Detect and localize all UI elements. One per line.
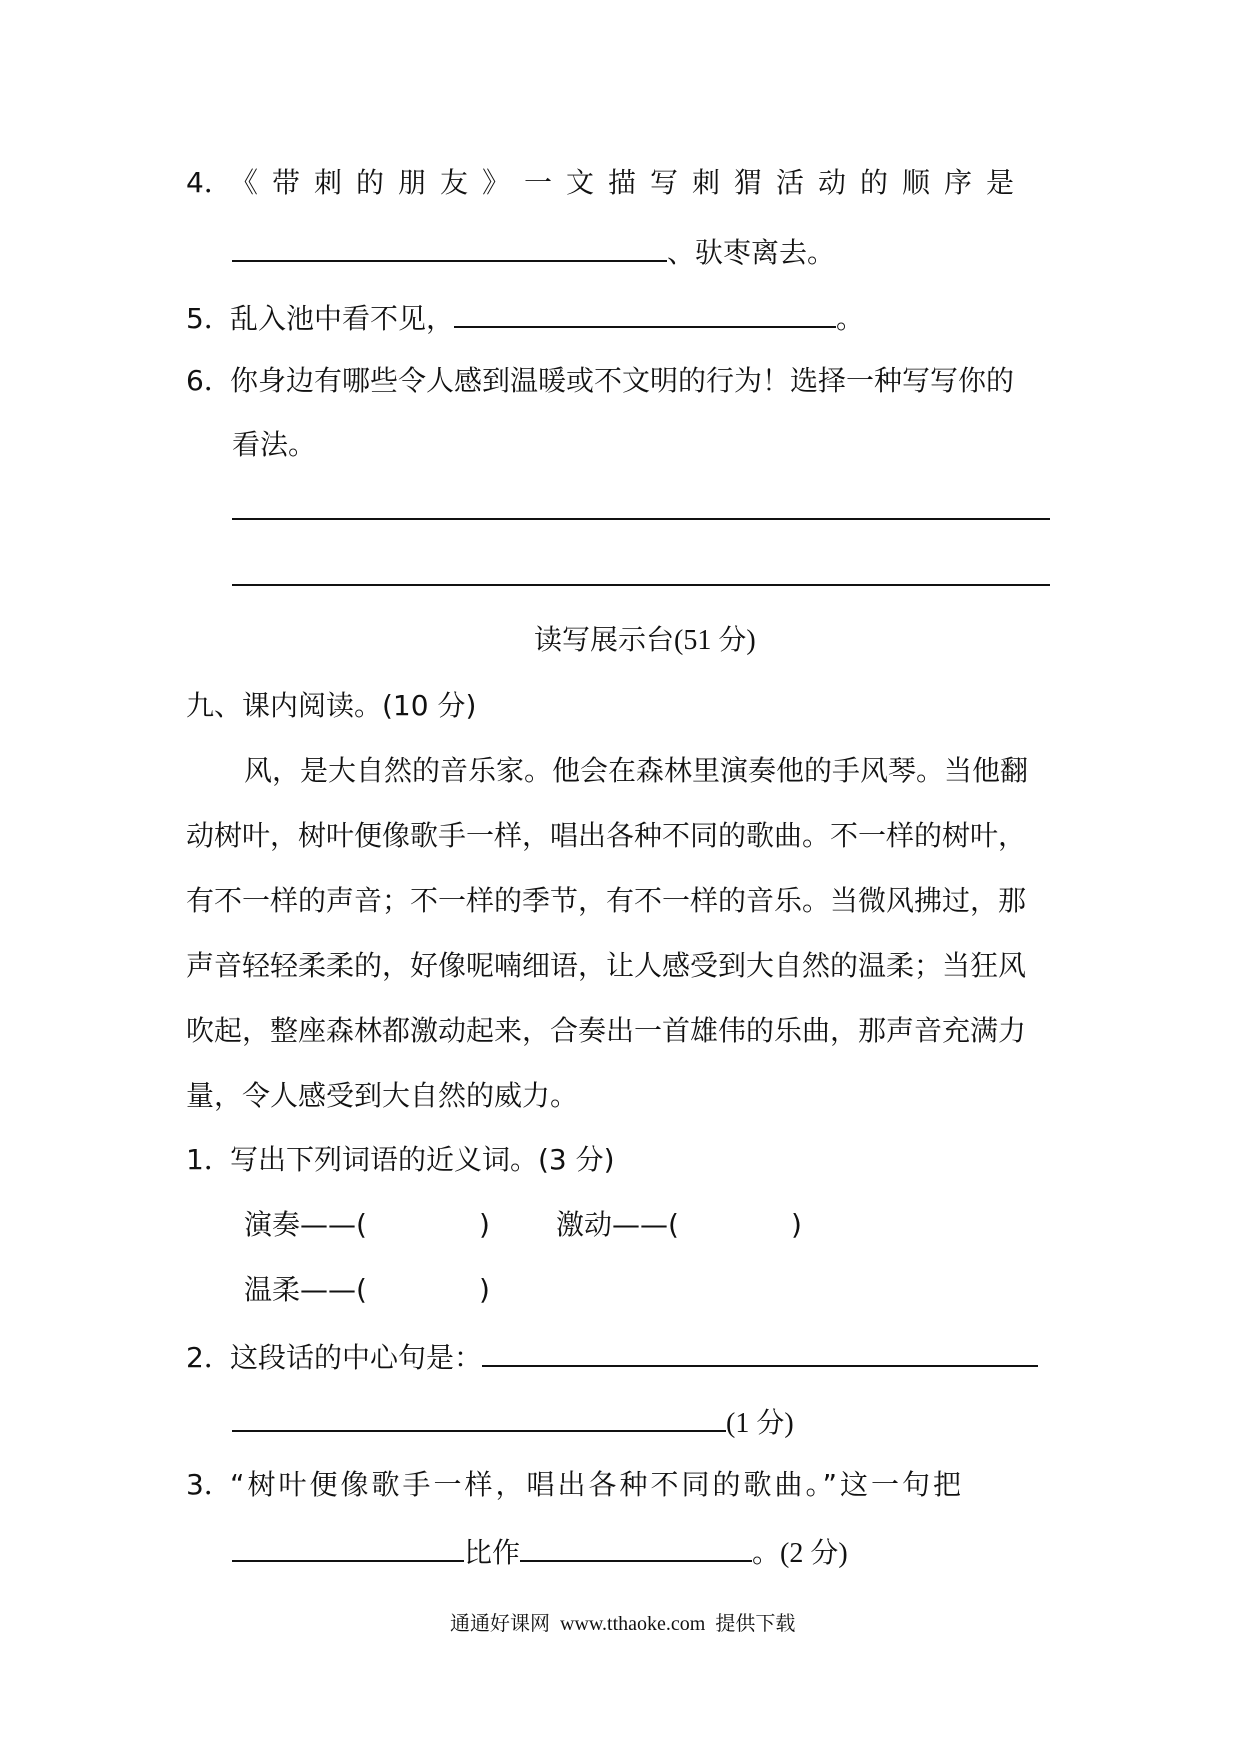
synonym-close: )	[790, 1208, 802, 1241]
question-number: 4．	[186, 166, 232, 199]
passage-line: 吹起，整座森林都激动起来，合奏出一首雄伟的乐曲，那声音充满力	[186, 1014, 1027, 1047]
question-6-continued	[232, 425, 316, 465]
synonym-item	[244, 1270, 490, 1310]
answer-blank[interactable]	[454, 296, 836, 328]
synonym-word: 激动——(	[556, 1208, 679, 1241]
question-tail: 。	[836, 302, 865, 335]
question-4-answer-line	[232, 230, 835, 273]
synonym-close: )	[478, 1273, 490, 1306]
question-mid: 比作	[464, 1536, 521, 1569]
synonym-close: )	[478, 1208, 490, 1241]
subquestion-2	[186, 1335, 1038, 1378]
question-text: 乱入池中看不见，	[230, 302, 455, 335]
question-text-continued: 看法。	[232, 428, 317, 461]
subquestion-2-continued	[232, 1400, 794, 1444]
subquestion-1	[186, 1140, 615, 1180]
question-5	[186, 296, 864, 339]
score-label: (1 分)	[726, 1408, 794, 1439]
section-title: 读写展示台(51 分)	[534, 625, 756, 656]
question-text: 写出下列词语的近义词。(3 分)	[230, 1143, 615, 1176]
answer-blank[interactable]	[520, 1530, 752, 1562]
score-label: 。(2 分)	[752, 1538, 848, 1569]
question-number: 3．	[186, 1468, 232, 1501]
passage-line: 动树叶，树叶便像歌手一样，唱出各种不同的歌曲。不一样的树叶，	[186, 819, 1027, 852]
answer-line-2[interactable]	[232, 584, 1050, 586]
synonym-word: 演奏——(	[244, 1208, 367, 1241]
answer-blank[interactable]	[232, 230, 667, 262]
synonym-item	[244, 1205, 490, 1245]
passage-line: 风，是大自然的音乐家。他会在森林里演奏他的手风琴。当他翻	[244, 754, 1029, 787]
answer-line-1[interactable]	[232, 518, 1050, 520]
passage-line: 量，令人感受到大自然的威力。	[186, 1079, 579, 1112]
answer-blank[interactable]	[482, 1335, 1038, 1367]
question-number: 6．	[186, 364, 232, 397]
question-tail: 、驮枣离去。	[667, 236, 836, 269]
question-number: 2．	[186, 1341, 232, 1374]
footer-text: 通通好课网 www.tthaoke.com 提供下载	[450, 1613, 796, 1635]
passage-line: 声音轻轻柔柔的，好像呢喃细语，让人感受到大自然的温柔；当狂风	[186, 949, 1027, 982]
answer-blank[interactable]	[232, 1530, 464, 1562]
synonym-item	[556, 1205, 802, 1245]
question-4	[186, 163, 1028, 203]
subquestion-3-continued	[232, 1530, 848, 1574]
question-6	[186, 361, 1014, 401]
question-number: 1．	[186, 1143, 232, 1176]
question-number: 5．	[186, 302, 232, 335]
question-text: 你身边有哪些令人感到温暖或不文明的行为！选择一种写写你的	[230, 364, 1015, 397]
passage-line: 有不一样的声音；不一样的季节，有不一样的音乐。当微风拂过，那	[186, 884, 1027, 917]
synonym-word: 温柔——(	[244, 1273, 367, 1306]
subquestion-3	[186, 1465, 964, 1505]
part-9-heading: 九、课内阅读。(10 分)	[186, 689, 477, 722]
question-text: 这段话的中心句是：	[230, 1341, 483, 1374]
question-text: “树叶便像歌手一样，唱出各种不同的歌曲。”这一句把	[230, 1468, 965, 1501]
question-text: 《带刺的朋友》一文描写刺猬活动的顺序是	[230, 166, 1029, 199]
answer-blank[interactable]	[232, 1400, 726, 1432]
